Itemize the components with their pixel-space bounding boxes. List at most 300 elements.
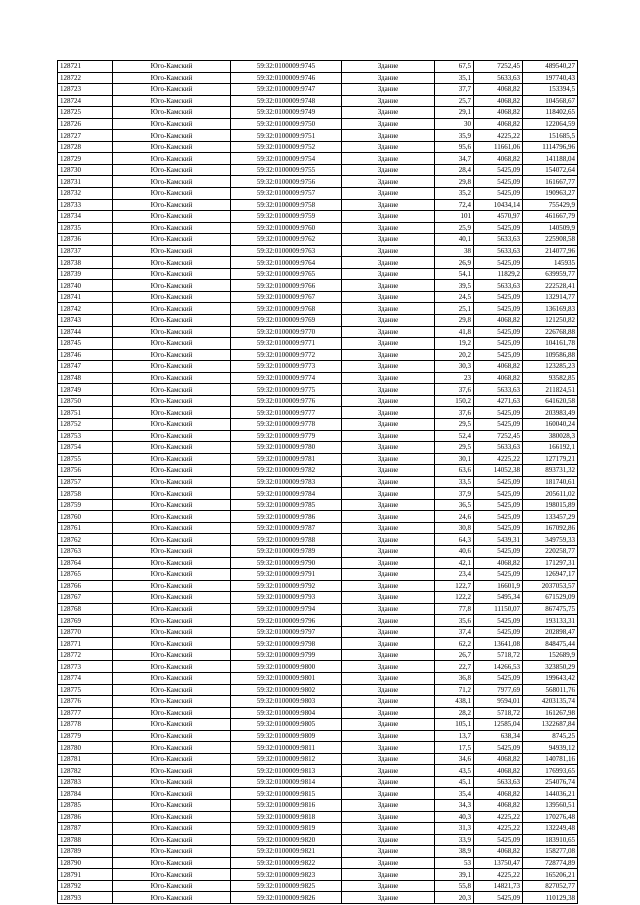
table-body: [58, 61, 578, 904]
cadastral-number-cell: 59:32:0100009:9818: [231, 811, 342, 823]
district-cell: Юго-Камский: [113, 280, 231, 292]
cadastral-value-cell: 176993,65: [523, 765, 578, 777]
table-row: [58, 153, 578, 165]
specific-value-cell: 7977,69: [474, 684, 523, 696]
area-cell: 30,1: [435, 453, 474, 465]
cadastral-number-cell: 59:32:0100009:9820: [231, 834, 342, 846]
table-row: [58, 107, 578, 119]
specific-value-cell: 4068,82: [474, 372, 523, 384]
specific-value-cell: 5425,09: [474, 257, 523, 269]
cadastral-number-cell: 59:32:0100009:9803: [231, 696, 342, 708]
object-type-cell: Здание: [342, 719, 435, 731]
cadastral-number-cell: 59:32:0100009:9782: [231, 465, 342, 477]
row-number-cell: 128793: [58, 892, 113, 904]
table-row: [58, 268, 578, 280]
table-row: [58, 61, 578, 73]
row-number-cell: 128744: [58, 326, 113, 338]
cadastral-value-cell: 222528,41: [523, 280, 578, 292]
area-cell: 105,1: [435, 719, 474, 731]
cadastral-value-cell: 160040,24: [523, 418, 578, 430]
district-cell: Юго-Камский: [113, 753, 231, 765]
area-cell: 77,8: [435, 603, 474, 615]
specific-value-cell: 4068,82: [474, 95, 523, 107]
cadastral-value-table: [57, 60, 578, 904]
cadastral-value-cell: 165206,21: [523, 869, 578, 881]
cadastral-number-cell: 59:32:0100009:9767: [231, 291, 342, 303]
table-row: [58, 557, 578, 569]
row-number-cell: 128741: [58, 291, 113, 303]
table-row: [58, 188, 578, 200]
cadastral-value-cell: 118402,65: [523, 107, 578, 119]
specific-value-cell: 14821,73: [474, 880, 523, 892]
object-type-cell: Здание: [342, 72, 435, 84]
area-cell: 35,6: [435, 615, 474, 627]
cadastral-number-cell: 59:32:0100009:9759: [231, 211, 342, 223]
district-cell: Юго-Камский: [113, 326, 231, 338]
row-number-cell: 128734: [58, 211, 113, 223]
table-row: [58, 418, 578, 430]
district-cell: Юго-Камский: [113, 719, 231, 731]
table-row: [58, 442, 578, 454]
table-row: [58, 372, 578, 384]
specific-value-cell: 5425,09: [474, 418, 523, 430]
table-row: [58, 141, 578, 153]
area-cell: 26,9: [435, 257, 474, 269]
cadastral-value-cell: 140509,9: [523, 222, 578, 234]
object-type-cell: Здание: [342, 615, 435, 627]
object-type-cell: Здание: [342, 280, 435, 292]
cadastral-number-cell: 59:32:0100009:9785: [231, 499, 342, 511]
district-cell: Юго-Камский: [113, 869, 231, 881]
area-cell: 34,6: [435, 753, 474, 765]
cadastral-number-cell: 59:32:0100009:9762: [231, 234, 342, 246]
area-cell: 25,7: [435, 95, 474, 107]
cadastral-number-cell: 59:32:0100009:9825: [231, 880, 342, 892]
specific-value-cell: 5425,09: [474, 626, 523, 638]
cadastral-number-cell: 59:32:0100009:9771: [231, 338, 342, 350]
cadastral-number-cell: 59:32:0100009:9747: [231, 84, 342, 96]
object-type-cell: Здание: [342, 84, 435, 96]
table-row: [58, 765, 578, 777]
row-number-cell: 128733: [58, 199, 113, 211]
area-cell: 35,9: [435, 130, 474, 142]
cadastral-value-cell: 136169,83: [523, 303, 578, 315]
row-number-cell: 128764: [58, 557, 113, 569]
row-number-cell: 128789: [58, 846, 113, 858]
table-row: [58, 719, 578, 731]
area-cell: 37,4: [435, 626, 474, 638]
cadastral-value-cell: 145935: [523, 257, 578, 269]
cadastral-number-cell: 59:32:0100009:9791: [231, 569, 342, 581]
row-number-cell: 128767: [58, 592, 113, 604]
document-sheet: [57, 60, 578, 904]
area-cell: 34,7: [435, 153, 474, 165]
cadastral-number-cell: 59:32:0100009:9779: [231, 430, 342, 442]
table-row: [58, 257, 578, 269]
object-type-cell: Здание: [342, 361, 435, 373]
area-cell: 71,2: [435, 684, 474, 696]
cadastral-value-cell: 254076,74: [523, 776, 578, 788]
district-cell: Юго-Камский: [113, 338, 231, 350]
row-number-cell: 128735: [58, 222, 113, 234]
district-cell: Юго-Камский: [113, 315, 231, 327]
cadastral-number-cell: 59:32:0100009:9749: [231, 107, 342, 119]
specific-value-cell: 5425,09: [474, 407, 523, 419]
cadastral-number-cell: 59:32:0100009:9776: [231, 395, 342, 407]
district-cell: Юго-Камский: [113, 892, 231, 904]
area-cell: 36,5: [435, 499, 474, 511]
cadastral-number-cell: 59:32:0100009:9755: [231, 164, 342, 176]
area-cell: 20,3: [435, 892, 474, 904]
row-number-cell: 128747: [58, 361, 113, 373]
cadastral-number-cell: 59:32:0100009:9783: [231, 476, 342, 488]
cadastral-value-cell: 641620,58: [523, 395, 578, 407]
district-cell: Юго-Камский: [113, 834, 231, 846]
area-cell: 63,6: [435, 465, 474, 477]
specific-value-cell: 5633,63: [474, 72, 523, 84]
cadastral-number-cell: 59:32:0100009:9826: [231, 892, 342, 904]
area-cell: 42,1: [435, 557, 474, 569]
table-row: [58, 869, 578, 881]
district-cell: Юго-Камский: [113, 522, 231, 534]
cadastral-number-cell: 59:32:0100009:9752: [231, 141, 342, 153]
cadastral-number-cell: 59:32:0100009:9745: [231, 61, 342, 73]
object-type-cell: Здание: [342, 153, 435, 165]
table-row: [58, 291, 578, 303]
district-cell: Юго-Камский: [113, 707, 231, 719]
object-type-cell: Здание: [342, 511, 435, 523]
cadastral-value-cell: 166192,1: [523, 442, 578, 454]
row-number-cell: 128790: [58, 857, 113, 869]
district-cell: Юго-Камский: [113, 615, 231, 627]
area-cell: 29,8: [435, 315, 474, 327]
specific-value-cell: 4225,22: [474, 869, 523, 881]
table-row: [58, 776, 578, 788]
area-cell: 24,6: [435, 511, 474, 523]
table-row: [58, 338, 578, 350]
specific-value-cell: 13641,08: [474, 638, 523, 650]
object-type-cell: Здание: [342, 788, 435, 800]
row-number-cell: 128739: [58, 268, 113, 280]
table-row: [58, 499, 578, 511]
table-row: [58, 280, 578, 292]
object-type-cell: Здание: [342, 638, 435, 650]
row-number-cell: 128750: [58, 395, 113, 407]
table-row: [58, 615, 578, 627]
cadastral-number-cell: 59:32:0100009:9788: [231, 534, 342, 546]
row-number-cell: 128721: [58, 61, 113, 73]
cadastral-number-cell: 59:32:0100009:9815: [231, 788, 342, 800]
specific-value-cell: 4225,22: [474, 823, 523, 835]
cadastral-value-cell: 349759,33: [523, 534, 578, 546]
area-cell: 45,1: [435, 776, 474, 788]
cadastral-value-cell: 827052,77: [523, 880, 578, 892]
specific-value-cell: 4225,22: [474, 130, 523, 142]
table-row: [58, 476, 578, 488]
table-row: [58, 834, 578, 846]
district-cell: Юго-Камский: [113, 846, 231, 858]
row-number-cell: 128723: [58, 84, 113, 96]
district-cell: Юго-Камский: [113, 141, 231, 153]
cadastral-number-cell: 59:32:0100009:9801: [231, 672, 342, 684]
specific-value-cell: 4068,82: [474, 84, 523, 96]
cadastral-number-cell: 59:32:0100009:9774: [231, 372, 342, 384]
area-cell: 33,5: [435, 476, 474, 488]
specific-value-cell: 5425,09: [474, 303, 523, 315]
object-type-cell: Здание: [342, 291, 435, 303]
row-number-cell: 128727: [58, 130, 113, 142]
cadastral-value-cell: 94939,12: [523, 742, 578, 754]
object-type-cell: Здание: [342, 384, 435, 396]
specific-value-cell: 5425,09: [474, 545, 523, 557]
cadastral-number-cell: 59:32:0100009:9751: [231, 130, 342, 142]
row-number-cell: 128745: [58, 338, 113, 350]
area-cell: 13,7: [435, 730, 474, 742]
specific-value-cell: 14266,53: [474, 661, 523, 673]
table-row: [58, 649, 578, 661]
object-type-cell: Здание: [342, 95, 435, 107]
row-number-cell: 128787: [58, 823, 113, 835]
district-cell: Юго-Камский: [113, 430, 231, 442]
table-row: [58, 395, 578, 407]
cadastral-number-cell: 59:32:0100009:9819: [231, 823, 342, 835]
district-cell: Юго-Камский: [113, 453, 231, 465]
specific-value-cell: 5633,63: [474, 234, 523, 246]
cadastral-value-cell: 139560,51: [523, 800, 578, 812]
district-cell: Юго-Камский: [113, 580, 231, 592]
object-type-cell: Здание: [342, 61, 435, 73]
table-row: [58, 857, 578, 869]
table-row: [58, 545, 578, 557]
area-cell: 52,4: [435, 430, 474, 442]
cadastral-number-cell: 59:32:0100009:9750: [231, 118, 342, 130]
area-cell: 37,9: [435, 488, 474, 500]
table-row: [58, 234, 578, 246]
cadastral-number-cell: 59:32:0100009:9781: [231, 453, 342, 465]
district-cell: Юго-Камский: [113, 534, 231, 546]
table-row: [58, 730, 578, 742]
district-cell: Юго-Камский: [113, 788, 231, 800]
area-cell: 150,2: [435, 395, 474, 407]
specific-value-cell: 5633,63: [474, 442, 523, 454]
district-cell: Юго-Камский: [113, 107, 231, 119]
area-cell: 24,5: [435, 291, 474, 303]
specific-value-cell: 5425,09: [474, 522, 523, 534]
specific-value-cell: 11661,06: [474, 141, 523, 153]
row-number-cell: 128724: [58, 95, 113, 107]
table-row: [58, 488, 578, 500]
area-cell: 37,7: [435, 84, 474, 96]
area-cell: 29,1: [435, 107, 474, 119]
specific-value-cell: 4068,82: [474, 753, 523, 765]
cadastral-number-cell: 59:32:0100009:9823: [231, 869, 342, 881]
cadastral-number-cell: 59:32:0100009:9804: [231, 707, 342, 719]
table-row: [58, 407, 578, 419]
cadastral-value-cell: 671529,09: [523, 592, 578, 604]
cadastral-number-cell: 59:32:0100009:9814: [231, 776, 342, 788]
cadastral-value-cell: 171297,31: [523, 557, 578, 569]
cadastral-number-cell: 59:32:0100009:9768: [231, 303, 342, 315]
row-number-cell: 128774: [58, 672, 113, 684]
table-row: [58, 534, 578, 546]
cadastral-number-cell: 59:32:0100009:9816: [231, 800, 342, 812]
area-cell: 38: [435, 245, 474, 257]
object-type-cell: Здание: [342, 465, 435, 477]
row-number-cell: 128768: [58, 603, 113, 615]
row-number-cell: 128761: [58, 522, 113, 534]
object-type-cell: Здание: [342, 453, 435, 465]
cadastral-value-cell: 193133,31: [523, 615, 578, 627]
row-number-cell: 128776: [58, 696, 113, 708]
cadastral-number-cell: 59:32:0100009:9797: [231, 626, 342, 638]
table-row: [58, 130, 578, 142]
row-number-cell: 128743: [58, 315, 113, 327]
cadastral-value-cell: 202898,47: [523, 626, 578, 638]
cadastral-value-cell: 170276,48: [523, 811, 578, 823]
cadastral-value-cell: 121250,82: [523, 315, 578, 327]
district-cell: Юго-Камский: [113, 684, 231, 696]
area-cell: 38,9: [435, 846, 474, 858]
row-number-cell: 128731: [58, 176, 113, 188]
cadastral-value-cell: 161267,98: [523, 707, 578, 719]
area-cell: 25,9: [435, 222, 474, 234]
object-type-cell: Здание: [342, 268, 435, 280]
row-number-cell: 128786: [58, 811, 113, 823]
area-cell: 40,1: [435, 234, 474, 246]
area-cell: 41,8: [435, 326, 474, 338]
specific-value-cell: 4068,82: [474, 107, 523, 119]
cadastral-number-cell: 59:32:0100009:9812: [231, 753, 342, 765]
row-number-cell: 128781: [58, 753, 113, 765]
district-cell: Юго-Камский: [113, 222, 231, 234]
area-cell: 35,4: [435, 788, 474, 800]
table-row: [58, 684, 578, 696]
area-cell: 39,5: [435, 280, 474, 292]
object-type-cell: Здание: [342, 118, 435, 130]
object-type-cell: Здание: [342, 130, 435, 142]
district-cell: Юго-Камский: [113, 407, 231, 419]
cadastral-value-cell: 154072,64: [523, 164, 578, 176]
district-cell: Юго-Камский: [113, 95, 231, 107]
object-type-cell: Здание: [342, 188, 435, 200]
cadastral-value-cell: 225908,58: [523, 234, 578, 246]
row-number-cell: 128749: [58, 384, 113, 396]
object-type-cell: Здание: [342, 349, 435, 361]
object-type-cell: Здание: [342, 846, 435, 858]
row-number-cell: 128753: [58, 430, 113, 442]
district-cell: Юго-Камский: [113, 291, 231, 303]
specific-value-cell: 5425,09: [474, 569, 523, 581]
table-row: [58, 811, 578, 823]
district-cell: Юго-Камский: [113, 153, 231, 165]
area-cell: 72,4: [435, 199, 474, 211]
object-type-cell: Здание: [342, 684, 435, 696]
object-type-cell: Здание: [342, 326, 435, 338]
object-type-cell: Здание: [342, 407, 435, 419]
specific-value-cell: 4225,22: [474, 811, 523, 823]
cadastral-value-cell: 123285,23: [523, 361, 578, 373]
specific-value-cell: 5718,72: [474, 649, 523, 661]
specific-value-cell: 5633,63: [474, 280, 523, 292]
area-cell: 39,1: [435, 869, 474, 881]
district-cell: Юго-Камский: [113, 811, 231, 823]
table-row: [58, 95, 578, 107]
cadastral-number-cell: 59:32:0100009:9787: [231, 522, 342, 534]
district-cell: Юго-Камский: [113, 164, 231, 176]
object-type-cell: Здание: [342, 395, 435, 407]
specific-value-cell: 5425,09: [474, 672, 523, 684]
area-cell: 23: [435, 372, 474, 384]
object-type-cell: Здание: [342, 257, 435, 269]
object-type-cell: Здание: [342, 776, 435, 788]
row-number-cell: 128730: [58, 164, 113, 176]
specific-value-cell: 9594,01: [474, 696, 523, 708]
object-type-cell: Здание: [342, 857, 435, 869]
area-cell: 30,8: [435, 522, 474, 534]
district-cell: Юго-Камский: [113, 626, 231, 638]
object-type-cell: Здание: [342, 164, 435, 176]
cadastral-value-cell: 158277,08: [523, 846, 578, 858]
table-row: [58, 580, 578, 592]
row-number-cell: 128766: [58, 580, 113, 592]
table-row: [58, 303, 578, 315]
cadastral-value-cell: 140781,16: [523, 753, 578, 765]
specific-value-cell: 11829,2: [474, 268, 523, 280]
area-cell: 34,3: [435, 800, 474, 812]
area-cell: 53: [435, 857, 474, 869]
object-type-cell: Здание: [342, 823, 435, 835]
object-type-cell: Здание: [342, 580, 435, 592]
district-cell: Юго-Камский: [113, 118, 231, 130]
area-cell: 28,2: [435, 707, 474, 719]
cadastral-number-cell: 59:32:0100009:9748: [231, 95, 342, 107]
object-type-cell: Здание: [342, 569, 435, 581]
table-row: [58, 522, 578, 534]
cadastral-number-cell: 59:32:0100009:9746: [231, 72, 342, 84]
cadastral-value-cell: 181740,61: [523, 476, 578, 488]
cadastral-value-cell: 728774,89: [523, 857, 578, 869]
area-cell: 26,7: [435, 649, 474, 661]
cadastral-value-cell: 214077,96: [523, 245, 578, 257]
row-number-cell: 128758: [58, 488, 113, 500]
cadastral-value-cell: 167092,86: [523, 522, 578, 534]
specific-value-cell: 5425,09: [474, 176, 523, 188]
specific-value-cell: 5425,09: [474, 834, 523, 846]
cadastral-value-cell: 198015,89: [523, 499, 578, 511]
specific-value-cell: 7252,45: [474, 430, 523, 442]
cadastral-number-cell: 59:32:0100009:9763: [231, 245, 342, 257]
district-cell: Юго-Камский: [113, 569, 231, 581]
specific-value-cell: 4068,82: [474, 361, 523, 373]
specific-value-cell: 5425,09: [474, 615, 523, 627]
row-number-cell: 128772: [58, 649, 113, 661]
specific-value-cell: 4068,82: [474, 153, 523, 165]
table-row: [58, 638, 578, 650]
area-cell: 62,2: [435, 638, 474, 650]
row-number-cell: 128736: [58, 234, 113, 246]
district-cell: Юго-Камский: [113, 592, 231, 604]
district-cell: Юго-Камский: [113, 672, 231, 684]
row-number-cell: 128788: [58, 834, 113, 846]
area-cell: 438,1: [435, 696, 474, 708]
object-type-cell: Здание: [342, 557, 435, 569]
cadastral-number-cell: 59:32:0100009:9766: [231, 280, 342, 292]
object-type-cell: Здание: [342, 592, 435, 604]
cadastral-number-cell: 59:32:0100009:9802: [231, 684, 342, 696]
row-number-cell: 128752: [58, 418, 113, 430]
area-cell: 122,7: [435, 580, 474, 592]
cadastral-value-cell: 755429,9: [523, 199, 578, 211]
